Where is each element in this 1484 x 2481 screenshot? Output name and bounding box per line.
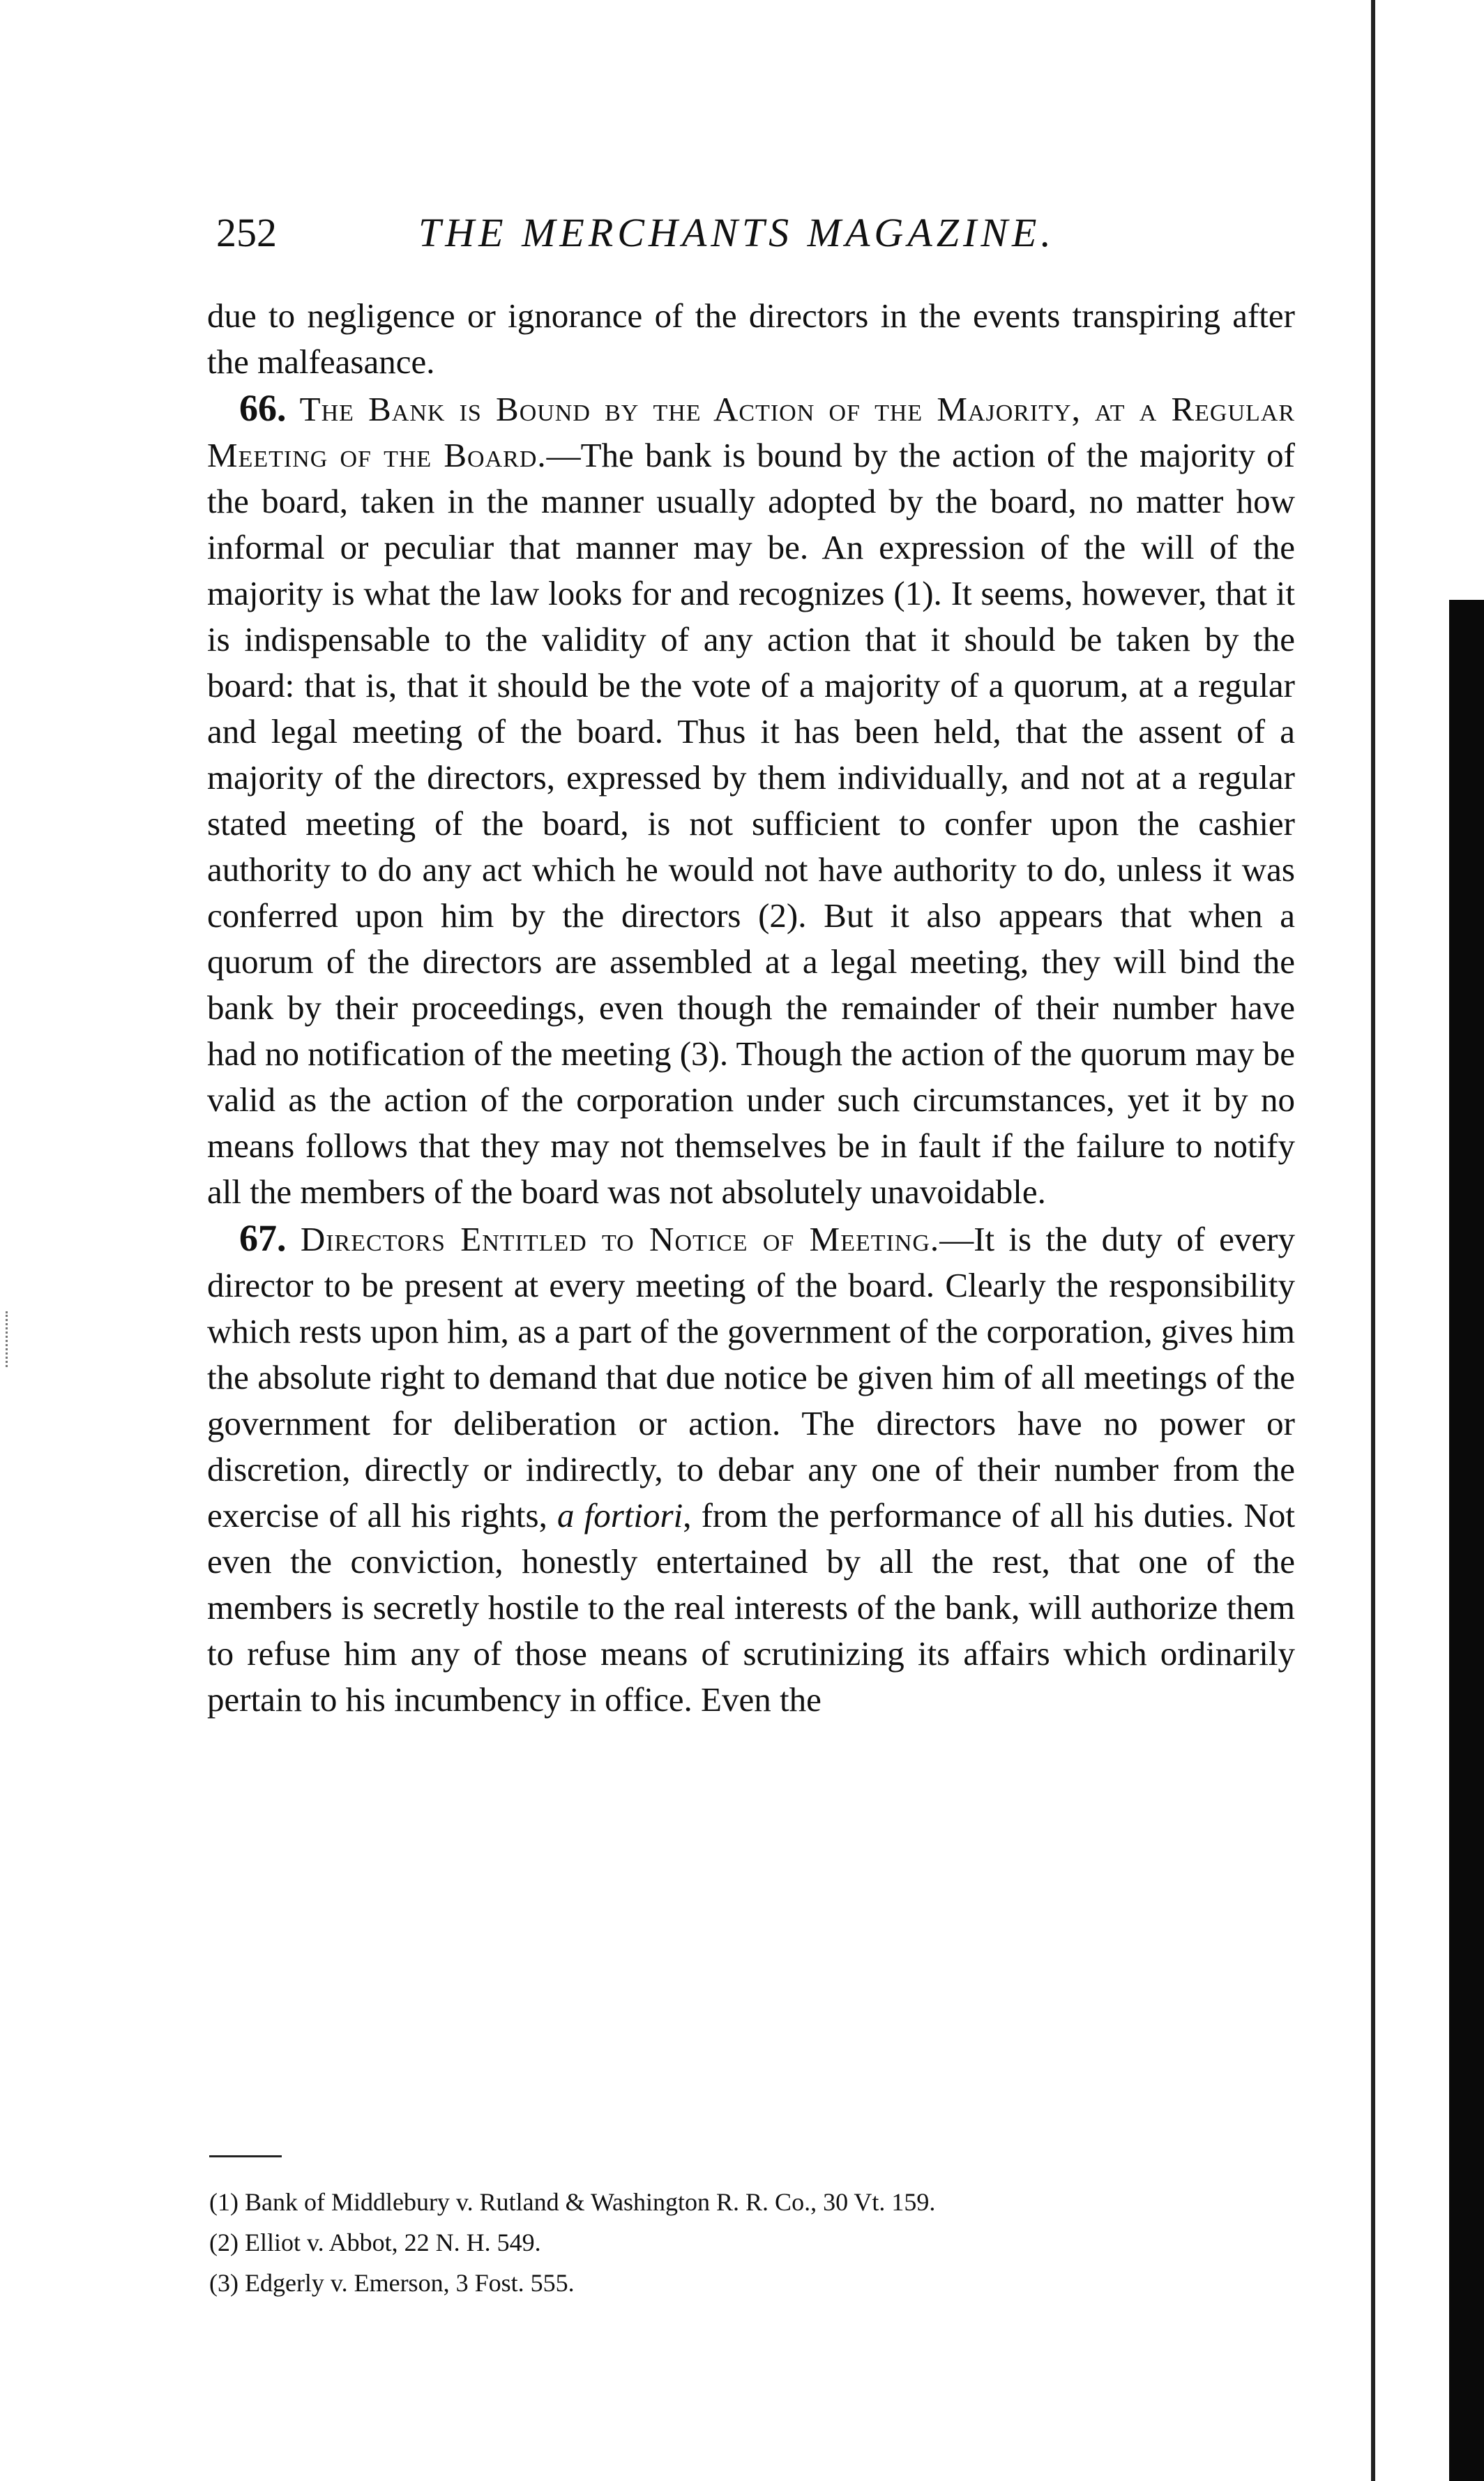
footnote-1: (1) Bank of Middlebury v. Rutland & Washington R. R. Co., 30 Vt. 159. — [209, 2188, 936, 2216]
page-edge-line — [1371, 0, 1375, 2481]
section-66-text: —The bank is bound by the action of the majority of the board, taken in the manner usually adopted by the board, no matter how informal or peculiar that manner may be. An expression of the will of the majority is what the law looks for and recognizes (1). It seems, however, that it is indispensable to the validity of any action that it should be taken by the board: that is, that it should be the vote of a majority of a quorum, at a regular and legal meeting of the board. Thus it has been held, that the assent of a majority of the directors, expressed by them individually, and not at a regular stated meeting of the board, is not sufficient to confer upon the cashier authority to do any act which he would not have authority to do, unless it was conferred upon him by the directors (2). But it also appears that when a quorum of the directors are assembled at a legal meeting, they will bind the bank by their proceedings, even though the remainder of their number have had no notification of the meeting (3). Though the action of the quorum may be valid as the action of the corporation under such circumstances, yet it by no means follows that they may not themselves be in fault if the failure to notify all the members of the board was not absolutely unavoidable. — [207, 436, 1295, 1211]
section-66-number: 66. — [239, 387, 287, 429]
running-title: THE MERCHANTS MAGAZINE. — [418, 210, 1055, 255]
footnote-rule — [209, 2155, 282, 2157]
section-66-title: The Bank is Bound by the Action of the Majority, at a Regular Meeting of the Board. — [207, 390, 1295, 474]
page-header — [216, 209, 1332, 265]
section-66-paragraph — [207, 385, 1295, 1215]
section-67-text-a: —It is the duty of every director to be present at every meeting of the board. Clearly the responsibility which rests upon him, as a part of the government of the corporation, gives him the absolute right to demand that due notice be given him of all meetings of the government for deliberation or action. The directors have no power or discretion, directly or indirectly, to debar any one of their number from the exercise of all his rights, — [207, 1220, 1296, 1534]
scan-edge-bar — [1449, 600, 1484, 2481]
page-number: 252 — [216, 210, 277, 255]
body-text — [207, 293, 1295, 1723]
section-67-paragraph — [207, 1215, 1295, 1723]
margin-marks — [6, 1311, 12, 1367]
continuation-paragraph: due to negligence or ignorance of the directors in the events transpiring after the malfeasance. — [207, 296, 1295, 381]
footnote-2: (2) Elliot v. Abbot, 22 N. H. 549. — [209, 2229, 541, 2256]
section-67-number: 67. — [239, 1217, 287, 1259]
section-67-text-b: , from the performance of all his duties. Not even the conviction, honestly entertained by all the rest, that one of the members is secretly hostile to the real interests of the bank, will authorize them to refuse him any of those means of scrutinizing its affairs which ordinarily pertain to his incumbency in office. Even the — [207, 1496, 1295, 1719]
footnote-3: (3) Edgerly v. Emerson, 3 Fost. 555. — [209, 2269, 575, 2297]
footnotes — [209, 2182, 1297, 2303]
section-67-title: Directors Entitled to Notice of Meeting. — [300, 1220, 940, 1258]
section-67-italic: a fortiori — [557, 1496, 683, 1534]
